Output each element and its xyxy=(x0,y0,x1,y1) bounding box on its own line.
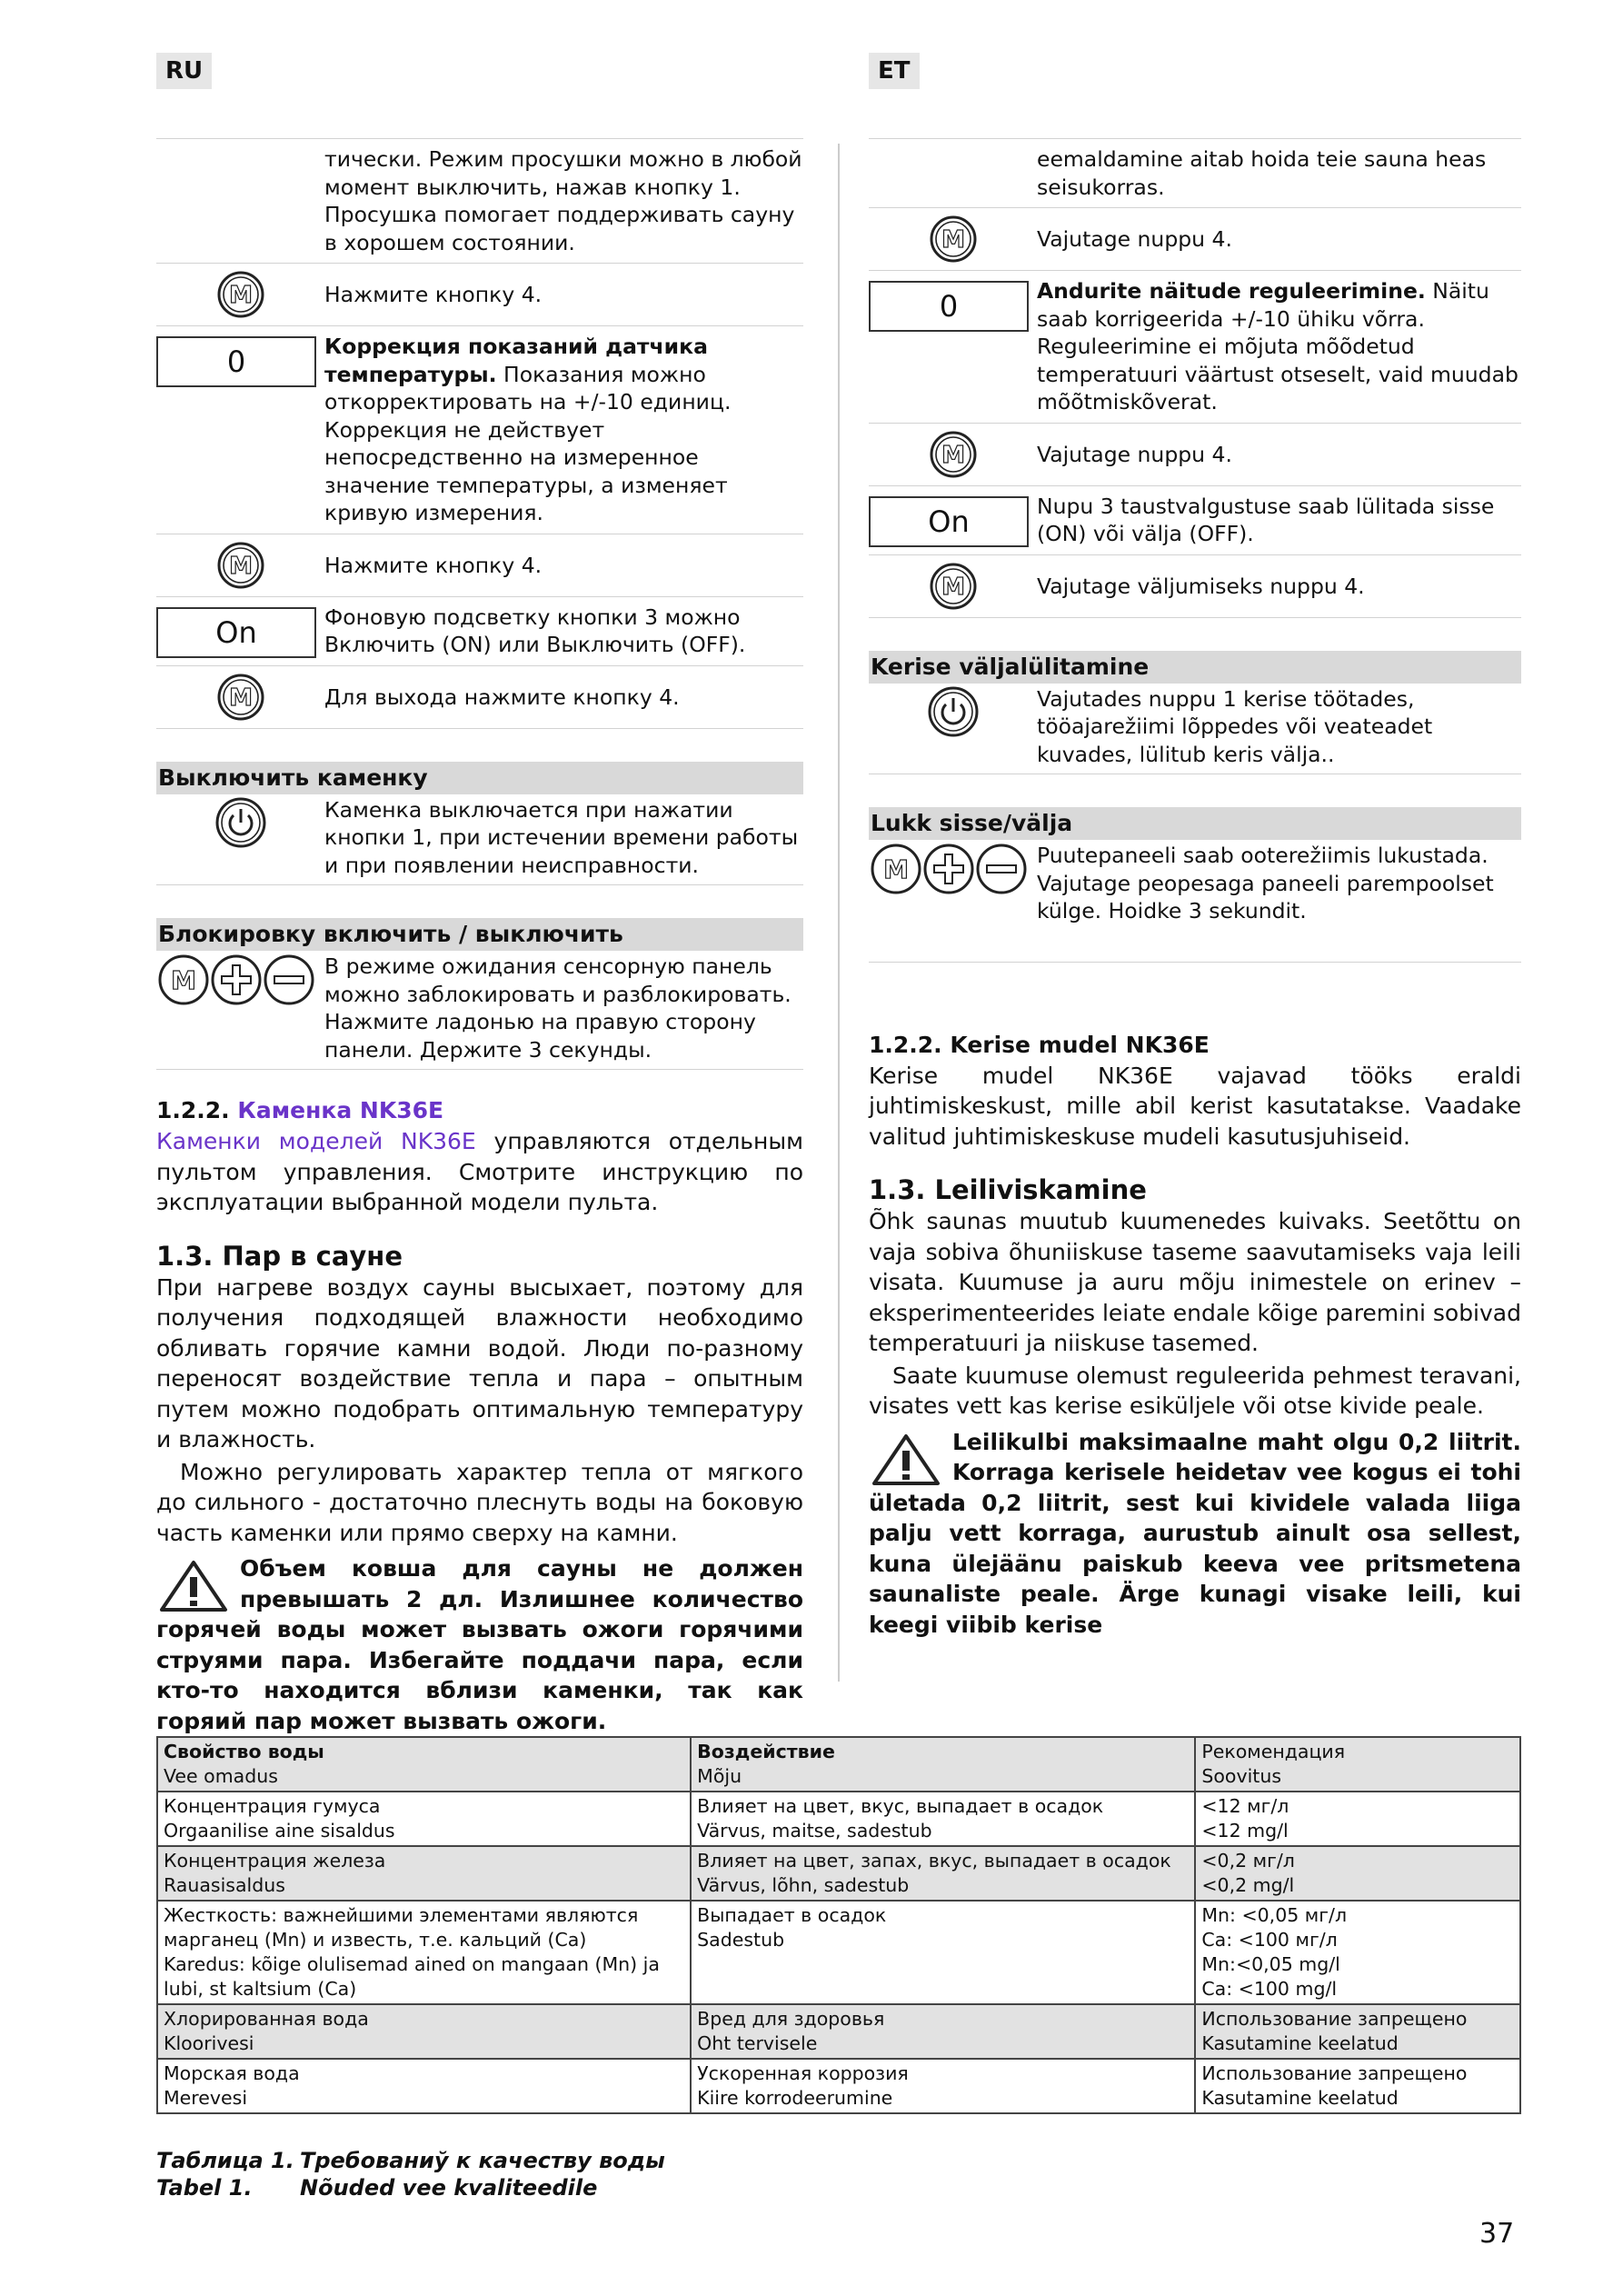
section-row xyxy=(869,684,1521,775)
table-row xyxy=(157,1846,1520,1901)
row-text: В режиме ожидания сенсорную панель можно заблокировать и разблокировать. Нажмите ладонью на правую сторону панели. Держите 3 секунды. xyxy=(324,953,792,1063)
cell-line: <12 mg/l xyxy=(1201,1820,1289,1842)
section-heading: Блокировку включить / выключить xyxy=(156,918,803,951)
row-text: Фоновую подсветку кнопки 3 можно Включить (ON) или Выключить (OFF). xyxy=(324,604,746,657)
table-cell xyxy=(1195,1901,1520,2004)
table-body xyxy=(157,1792,1520,2113)
row-text: Vajutades nuppu 1 kerise töötades, tööajarežiimi lõppedes või veateadet kuvades, lülitub keris välja.. xyxy=(1037,685,1433,767)
paragraph-text: управляются отдельным пультом управления. Смотрите инструкцию по эксплуатации выбранной модели пульта. xyxy=(156,1128,803,1215)
cell-line: Морская вода xyxy=(164,2062,300,2084)
settings-row xyxy=(156,596,803,665)
section-heading: Выключить каменку xyxy=(156,762,803,794)
svg-text:M: M xyxy=(228,282,253,309)
paragraph-lead: Каменки моделей NK36E xyxy=(156,1128,476,1154)
cell-line: <0,2 мг/л xyxy=(1201,1850,1295,1872)
cell-line: Использование запрещено xyxy=(1201,2062,1468,2084)
svg-text:M: M xyxy=(228,552,253,580)
row-text: Каменка выключается при нажатии кнопки 1, при истечении времени работы и при появлении неисправности. xyxy=(324,796,799,878)
paragraph: При нагреве воздух сауны высыхает, поэтому для получения подходящей влажности необходимо обливать горячие камни водой. Люди по-разному переносят воздействие тепла и пара – опытным путем можно подобрать оптимальную температуру и влажность. xyxy=(156,1273,803,1452)
row-text: Нажмите кнопку 4. xyxy=(324,552,543,578)
paragraph: Õhk saunas muutub kuumenedes kuivaks. Seetõttu on vaja sobiva õhuniiskuse taseme saavutamiseks vaja leili visata. Kuumuse ja auru mõju inimestele on erinev – eksperimenteerides leiate endale kõige paremini sobivad temperatuuri ja niiskuse tasemed. xyxy=(869,1208,1521,1356)
m-button-icon xyxy=(929,215,978,264)
warning-block xyxy=(869,1427,1521,1641)
lock-buttons-icon xyxy=(156,953,316,1007)
table-cell xyxy=(691,2004,1195,2059)
settings-row xyxy=(869,138,1521,207)
display-box: 0 xyxy=(869,281,1029,332)
settings-rows-ru xyxy=(156,138,803,729)
row-text: тически. Режим просушки можно в любой момент выключить, нажав кнопку 1. Просушка помогает поддерживать сауну в хорошем состоянии. xyxy=(324,146,802,255)
cell-line: Концентрация гумуса xyxy=(164,1795,381,1817)
table-cell xyxy=(1195,1792,1520,1846)
table-cell xyxy=(691,1901,1195,2004)
table-caption: Таблица 1. Требованиў к качеству воды Tabel 1. Nõuded vee kvaliteedile xyxy=(156,2148,665,2201)
cell-line: Жесткость: важнейшими элементами являются марганец (Mn) и известь, т.е. кальций (Ca) xyxy=(164,1904,639,1951)
paragraph: Kerise mudel NK36E vajavad tööks eraldi juhtimiskeskust, mille abil kerist kasutatakse. Vaadake valitud juhtimiskeskuse mudeli kasutusjuhiseid. xyxy=(869,1062,1521,1150)
settings-row xyxy=(869,554,1521,618)
cell-line: Влияет на цвет, вкус, выпадает в осадок xyxy=(697,1795,1104,1817)
cell-line: Ускоренная коррозия xyxy=(697,2062,909,2084)
lock-buttons-icon xyxy=(869,842,1029,896)
language-tag-ru: RU xyxy=(156,53,212,89)
svg-text:M: M xyxy=(171,965,196,995)
cell-line: Kloorivesi xyxy=(164,2032,254,2054)
cell-line: Kiire korrodeerumine xyxy=(697,2087,893,2109)
row-text: Нажмите кнопку 4. xyxy=(324,282,543,307)
column-divider xyxy=(838,144,840,1682)
row-text: Vajutage nuppu 4. xyxy=(1037,441,1232,467)
paragraph xyxy=(156,1126,803,1218)
svg-text:M: M xyxy=(941,573,965,601)
row-text: Показания можно откорректировать на +/-10 единиц. Коррекция не действует непосредственно на измеренное значение температуры, а изменяет кривую измерения. xyxy=(324,361,732,525)
m-button-icon xyxy=(929,430,978,479)
table-header-cell: Рекомендация Soovitus xyxy=(1195,1737,1520,1792)
row-text: Näitu saab korrigeerida +/-10 ühiku võrra. Reguleerimine ei mõjuta mõõdetud temperatuuri väärtust otseselt, vaid muudab mõõtmiskõverat. xyxy=(1037,278,1518,414)
table-header-row xyxy=(157,1737,1520,1792)
warning-icon xyxy=(156,1559,231,1613)
m-button-icon xyxy=(216,673,265,722)
cell-line: Oht tervisele xyxy=(697,2032,818,2054)
column-ru xyxy=(156,138,803,1736)
section-title: 1.3. Пар в сауне xyxy=(156,1240,403,1272)
table-cell xyxy=(157,1792,691,1846)
table-cell xyxy=(1195,2004,1520,2059)
language-tag-et: ET xyxy=(869,53,920,89)
m-button-icon xyxy=(216,541,265,590)
table-header-cell: Воздействие Mõju xyxy=(691,1737,1195,1792)
cell-line: Värvus, maitse, sadestub xyxy=(697,1820,932,1842)
cell-line: Ca: <100 mg/l xyxy=(1201,1978,1338,2000)
table-row xyxy=(157,2004,1520,2059)
cell-line: Orgaanilise aine sisaldus xyxy=(164,1820,395,1842)
cell-line: <12 мг/л xyxy=(1201,1795,1289,1817)
settings-row xyxy=(156,665,803,729)
warning-text: Leilikulbi maksimaalne maht olgu 0,2 liitrit. Korraga kerisele heidetav vee kogus ei tohi ületada 0,2 liitrit, sest kui kividele valada liiga palju vett korraga, aurustub ainult osa sellest, kuna ülejäänu paiskub keeva vee pritsmetena saunaliste peale. Ärge kunagi visake leili, kui keegi viibib kerise xyxy=(869,1428,1521,1638)
row-text: Nupu 3 taustvalgustuse saab lülitada sisse (ON) või välja (OFF). xyxy=(1037,493,1495,546)
section-title: 1.2.2. Kerise mudel NK36E xyxy=(869,1031,1210,1058)
row-text: Для выхода нажмите кнопку 4. xyxy=(324,684,680,710)
row-text: Vajutage nuppu 4. xyxy=(1037,226,1232,252)
cell-line: Хлорированная вода xyxy=(164,2008,369,2030)
svg-text:M: M xyxy=(228,684,253,712)
row-text: eemaldamine aitab hoida teie sauna heas seisukorras. xyxy=(1037,146,1487,200)
table-cell xyxy=(1195,2059,1520,2113)
section-heading: Lukk sisse/välja xyxy=(869,807,1521,840)
table-cell xyxy=(157,1901,691,2004)
cell-line: Mn:<0,05 mg/l xyxy=(1201,1953,1340,1975)
section-row xyxy=(869,840,1521,963)
table-row xyxy=(157,2059,1520,2113)
cell-line: Rauasisaldus xyxy=(164,1874,285,1896)
section-title xyxy=(156,1095,803,1126)
cell-line: Влияет на цвет, запах, вкус, выпадает в осадок xyxy=(697,1850,1171,1872)
row-text: Puutepaneeli saab ooterežiimis lukustada. Vajutage peopesaga paneeli parempoolset külge. Hoidke 3 sekundit. xyxy=(1037,843,1494,923)
cell-line: <0,2 mg/l xyxy=(1201,1874,1295,1896)
section-heading: Kerise väljalülitamine xyxy=(869,651,1521,684)
table-row xyxy=(157,1901,1520,2004)
settings-row xyxy=(156,138,803,263)
svg-text:M: M xyxy=(941,226,965,254)
cell-line: Выпадает в осадок xyxy=(697,1904,887,1926)
table-cell xyxy=(691,2059,1195,2113)
warning-text: Объем ковша для сауны не должен превышать 2 дл. Излишнее количество горячей воды может вызвать ожоги горячими струями пара. Избегайте поддачи пара, если кто-то находится вблизи каменки, так как горяий пар может вызвать ожоги. xyxy=(156,1555,803,1734)
cell-line: Merevesi xyxy=(164,2087,248,2109)
section-row xyxy=(156,794,803,886)
settings-row xyxy=(869,423,1521,485)
cell-line: Kasutamine keelatud xyxy=(1201,2032,1399,2054)
m-button-icon xyxy=(929,562,978,611)
section-number: 1.2.2. xyxy=(156,1097,230,1123)
table-cell xyxy=(157,2059,691,2113)
table-cell xyxy=(1195,1846,1520,1901)
settings-rows-et xyxy=(869,138,1521,618)
cell-line: Värvus, lõhn, sadestub xyxy=(697,1874,910,1896)
cell-line: Концентрация железа xyxy=(164,1850,386,1872)
paragraph: Можно регулировать характер тепла от мягкого до сильного - достаточно плеснуть воды на боковую часть каменки или прямо сверху на камни. xyxy=(156,1458,803,1546)
power-button-icon xyxy=(927,685,980,738)
page-number: 37 xyxy=(1479,2218,1515,2250)
svg-text:M: M xyxy=(941,441,965,469)
cell-line: Ca: <100 мг/л xyxy=(1201,1929,1338,1951)
settings-row xyxy=(869,207,1521,270)
settings-row xyxy=(869,270,1521,423)
row-bold-text: Andurite näitude reguleerimine. xyxy=(1037,278,1426,304)
display-box: 0 xyxy=(156,336,316,387)
cell-line: Mn: <0,05 мг/л xyxy=(1201,1904,1348,1926)
cell-line: Вред для здоровья xyxy=(697,2008,885,2030)
paragraph: Saate kuumuse olemust reguleerida pehmest teravani, visates vett kas kerise esiküljele või otse kivide peale. xyxy=(869,1362,1521,1419)
settings-row xyxy=(156,325,803,534)
column-et xyxy=(869,138,1521,1640)
power-button-icon xyxy=(214,796,267,849)
warning-icon xyxy=(869,1433,943,1487)
cell-line: Kasutamine keelatud xyxy=(1201,2087,1399,2109)
settings-row xyxy=(156,263,803,325)
row-bold-text: Коррекция показаний датчика температуры. xyxy=(324,334,708,387)
section-title-text: Каменка NK36E xyxy=(237,1097,444,1123)
table-cell xyxy=(691,1792,1195,1846)
svg-text:M: M xyxy=(883,854,909,884)
m-button-icon xyxy=(216,270,265,319)
section-row xyxy=(156,951,803,1070)
table-row xyxy=(157,1792,1520,1846)
water-quality-table xyxy=(156,1736,1521,2114)
table-cell xyxy=(691,1846,1195,1901)
cell-line: Karedus: kõige olulisemad ained on mangaan (Mn) ja lubi, st kaltsium (Ca) xyxy=(164,1953,660,2000)
warning-block xyxy=(156,1553,803,1736)
settings-row xyxy=(156,534,803,596)
cell-line: Sadestub xyxy=(697,1929,785,1951)
table-header-cell: Свойство воды Vee omadus xyxy=(157,1737,691,1792)
cell-line: Использование запрещено xyxy=(1201,2008,1468,2030)
settings-row xyxy=(869,485,1521,554)
display-box: On xyxy=(156,607,316,658)
table-cell xyxy=(157,1846,691,1901)
row-text: Vajutage väljumiseks nuppu 4. xyxy=(1037,573,1365,599)
table-cell xyxy=(157,2004,691,2059)
section-title: 1.3. Leiliviskamine xyxy=(869,1174,1147,1205)
display-box: On xyxy=(869,496,1029,547)
